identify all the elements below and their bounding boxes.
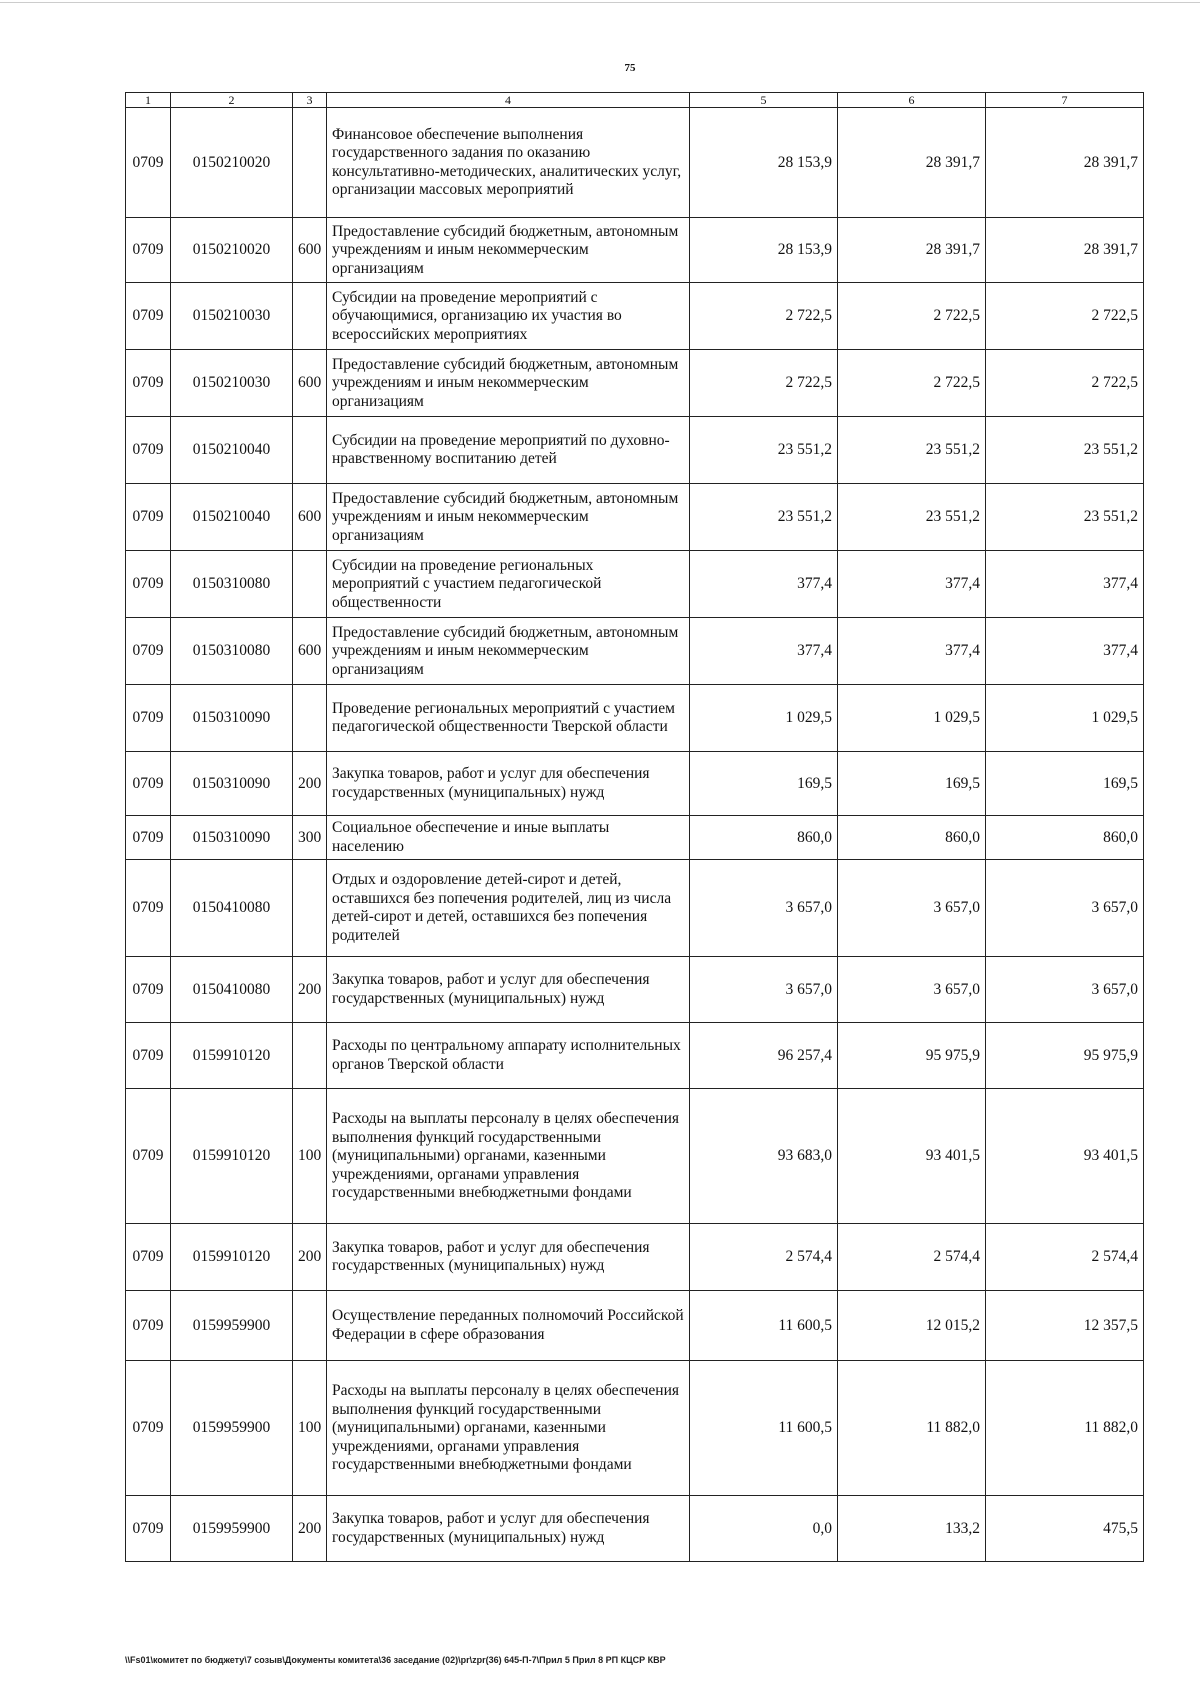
amount-col6-cell: 377,4 (838, 618, 986, 685)
target-article-cell: 0150210040 (171, 484, 293, 551)
amount-col5-cell: 2 574,4 (690, 1224, 838, 1291)
table-row (126, 1361, 1144, 1496)
table-row (126, 1089, 1144, 1224)
table-row (126, 957, 1144, 1023)
section-code-cell: 0709 (126, 618, 171, 685)
expense-type-cell: 200 (293, 1496, 327, 1562)
target-article-cell: 0150210040 (171, 417, 293, 484)
table-row (126, 350, 1144, 417)
amount-col5-cell: 377,4 (690, 618, 838, 685)
table-row (126, 283, 1144, 350)
table-header (126, 93, 1144, 108)
amount-col5-cell: 28 153,9 (690, 108, 838, 218)
amount-col7-cell: 12 357,5 (986, 1291, 1144, 1361)
column-header: 6 (838, 93, 986, 108)
target-article-cell: 0159959900 (171, 1496, 293, 1562)
target-article-cell: 0150310080 (171, 618, 293, 685)
section-code-cell: 0709 (126, 860, 171, 957)
expense-type-cell (293, 417, 327, 484)
expense-type-cell: 100 (293, 1089, 327, 1224)
amount-col7-cell: 2 574,4 (986, 1224, 1144, 1291)
amount-col6-cell: 2 574,4 (838, 1224, 986, 1291)
column-header: 2 (171, 93, 293, 108)
expense-type-cell (293, 1291, 327, 1361)
amount-col6-cell: 23 551,2 (838, 484, 986, 551)
expense-type-cell (293, 685, 327, 752)
table-row (126, 108, 1144, 218)
item-name-cell: Расходы по центральному аппарату исполнительных органов Тверской области (327, 1023, 690, 1089)
amount-col7-cell: 95 975,9 (986, 1023, 1144, 1089)
amount-col7-cell: 377,4 (986, 618, 1144, 685)
item-name-cell: Предоставление субсидий бюджетным, автономным учреждениям и иным некоммерческим организациям (327, 350, 690, 417)
budget-table (125, 92, 1144, 1562)
target-article-cell: 0150410080 (171, 957, 293, 1023)
expense-type-cell: 600 (293, 484, 327, 551)
column-header: 5 (690, 93, 838, 108)
item-name-cell: Расходы на выплаты персоналу в целях обеспечения выполнения функций государственными (муниципальными) органами, казенными учреждениями, органами управления государственными внебюджетными фондами (327, 1361, 690, 1496)
item-name-cell: Расходы на выплаты персоналу в целях обеспечения выполнения функций государственными (муниципальными) органами, казенными учреждениями, органами управления государственными внебюджетными фондами (327, 1089, 690, 1224)
expense-type-cell: 200 (293, 957, 327, 1023)
amount-col5-cell: 93 683,0 (690, 1089, 838, 1224)
amount-col6-cell: 12 015,2 (838, 1291, 986, 1361)
column-header: 4 (327, 93, 690, 108)
expense-type-cell: 600 (293, 218, 327, 283)
section-code-cell: 0709 (126, 685, 171, 752)
amount-col5-cell: 377,4 (690, 551, 838, 618)
section-code-cell: 0709 (126, 957, 171, 1023)
amount-col7-cell: 28 391,7 (986, 218, 1144, 283)
amount-col6-cell: 2 722,5 (838, 350, 986, 417)
expense-type-cell: 300 (293, 816, 327, 860)
column-header: 1 (126, 93, 171, 108)
amount-col6-cell: 377,4 (838, 551, 986, 618)
table-row (126, 551, 1144, 618)
table-row (126, 1023, 1144, 1089)
table-row (126, 1291, 1144, 1361)
target-article-cell: 0150310080 (171, 551, 293, 618)
amount-col6-cell: 1 029,5 (838, 685, 986, 752)
amount-col5-cell: 2 722,5 (690, 350, 838, 417)
amount-col5-cell: 860,0 (690, 816, 838, 860)
amount-col6-cell: 3 657,0 (838, 860, 986, 957)
section-code-cell: 0709 (126, 484, 171, 551)
amount-col5-cell: 0,0 (690, 1496, 838, 1562)
amount-col5-cell: 96 257,4 (690, 1023, 838, 1089)
column-header: 3 (293, 93, 327, 108)
amount-col6-cell: 169,5 (838, 752, 986, 816)
expense-type-cell: 600 (293, 350, 327, 417)
amount-col5-cell: 3 657,0 (690, 957, 838, 1023)
target-article-cell: 0159959900 (171, 1361, 293, 1496)
table-row (126, 860, 1144, 957)
target-article-cell: 0150310090 (171, 752, 293, 816)
table-row (126, 816, 1144, 860)
target-article-cell: 0159959900 (171, 1291, 293, 1361)
amount-col7-cell: 860,0 (986, 816, 1144, 860)
amount-col6-cell: 95 975,9 (838, 1023, 986, 1089)
amount-col7-cell: 1 029,5 (986, 685, 1144, 752)
amount-col6-cell: 28 391,7 (838, 218, 986, 283)
amount-col5-cell: 3 657,0 (690, 860, 838, 957)
table-row (126, 218, 1144, 283)
target-article-cell: 0150310090 (171, 816, 293, 860)
table-row (126, 484, 1144, 551)
amount-col5-cell: 2 722,5 (690, 283, 838, 350)
amount-col7-cell: 23 551,2 (986, 484, 1144, 551)
amount-col7-cell: 93 401,5 (986, 1089, 1144, 1224)
expense-type-cell (293, 283, 327, 350)
expense-type-cell (293, 1023, 327, 1089)
section-code-cell: 0709 (126, 283, 171, 350)
section-code-cell: 0709 (126, 218, 171, 283)
section-code-cell: 0709 (126, 1089, 171, 1224)
item-name-cell: Субсидии на проведение мероприятий с обучающимися, организацию их участия во всероссийских мероприятиях (327, 283, 690, 350)
item-name-cell: Закупка товаров, работ и услуг для обеспечения государственных (муниципальных) нужд (327, 1224, 690, 1291)
amount-col5-cell: 11 600,5 (690, 1361, 838, 1496)
amount-col7-cell: 11 882,0 (986, 1361, 1144, 1496)
item-name-cell: Предоставление субсидий бюджетным, автономным учреждениям и иным некоммерческим организациям (327, 484, 690, 551)
amount-col5-cell: 1 029,5 (690, 685, 838, 752)
target-article-cell: 0159910120 (171, 1023, 293, 1089)
amount-col6-cell: 11 882,0 (838, 1361, 986, 1496)
section-code-cell: 0709 (126, 1496, 171, 1562)
column-header: 7 (986, 93, 1144, 108)
expense-type-cell (293, 551, 327, 618)
table-row (126, 417, 1144, 484)
item-name-cell: Осуществление переданных полномочий Российской Федерации в сфере образования (327, 1291, 690, 1361)
target-article-cell: 0150410080 (171, 860, 293, 957)
item-name-cell: Закупка товаров, работ и услуг для обеспечения государственных (муниципальных) нужд (327, 957, 690, 1023)
section-code-cell: 0709 (126, 417, 171, 484)
amount-col6-cell: 93 401,5 (838, 1089, 986, 1224)
amount-col7-cell: 3 657,0 (986, 860, 1144, 957)
section-code-cell: 0709 (126, 752, 171, 816)
target-article-cell: 0150210030 (171, 350, 293, 417)
amount-col5-cell: 23 551,2 (690, 417, 838, 484)
section-code-cell: 0709 (126, 350, 171, 417)
item-name-cell: Субсидии на проведение мероприятий по духовно-нравственному воспитанию детей (327, 417, 690, 484)
section-code-cell: 0709 (126, 816, 171, 860)
item-name-cell: Субсидии на проведение региональных мероприятий с участием педагогической общественности (327, 551, 690, 618)
table-body (126, 108, 1144, 1562)
target-article-cell: 0150210030 (171, 283, 293, 350)
page-number: 75 (624, 62, 636, 74)
amount-col5-cell: 23 551,2 (690, 484, 838, 551)
item-name-cell: Закупка товаров, работ и услуг для обеспечения государственных (муниципальных) нужд (327, 1496, 690, 1562)
amount-col7-cell: 2 722,5 (986, 283, 1144, 350)
amount-col7-cell: 2 722,5 (986, 350, 1144, 417)
target-article-cell: 0150210020 (171, 108, 293, 218)
amount-col6-cell: 133,2 (838, 1496, 986, 1562)
table-row (126, 618, 1144, 685)
amount-col5-cell: 11 600,5 (690, 1291, 838, 1361)
expense-type-cell: 100 (293, 1361, 327, 1496)
target-article-cell: 0159910120 (171, 1089, 293, 1224)
section-code-cell: 0709 (126, 551, 171, 618)
footer-file-path: \\Fs01\комитет по бюджету\7 созыв\Документы комитета\36 заседание (02)\pr\zpr(36) 645-П-7\Прил 5 Прил 8 РП КЦСР КВР (125, 1655, 666, 1665)
table-row (126, 1224, 1144, 1291)
amount-col7-cell: 169,5 (986, 752, 1144, 816)
expense-type-cell: 200 (293, 1224, 327, 1291)
amount-col7-cell: 28 391,7 (986, 108, 1144, 218)
item-name-cell: Отдых и оздоровление детей-сирот и детей, оставшихся без попечения родителей, лиц из числа детей-сирот и детей, оставшихся без попечения родителей (327, 860, 690, 957)
amount-col7-cell: 23 551,2 (986, 417, 1144, 484)
expense-type-cell: 600 (293, 618, 327, 685)
amount-col6-cell: 28 391,7 (838, 108, 986, 218)
amount-col5-cell: 169,5 (690, 752, 838, 816)
amount-col7-cell: 377,4 (986, 551, 1144, 618)
section-code-cell: 0709 (126, 1023, 171, 1089)
item-name-cell: Финансовое обеспечение выполнения государственного задания по оказанию консультативно-методических, аналитических услуг, организации массовых мероприятий (327, 108, 690, 218)
amount-col6-cell: 2 722,5 (838, 283, 986, 350)
item-name-cell: Социальное обеспечение и иные выплаты населению (327, 816, 690, 860)
item-name-cell: Проведение региональных мероприятий с участием педагогической общественности Тверской области (327, 685, 690, 752)
target-article-cell: 0150310090 (171, 685, 293, 752)
target-article-cell: 0159910120 (171, 1224, 293, 1291)
amount-col7-cell: 475,5 (986, 1496, 1144, 1562)
item-name-cell: Предоставление субсидий бюджетным, автономным учреждениям и иным некоммерческим организациям (327, 218, 690, 283)
scan-top-edge (0, 2, 1200, 3)
section-code-cell: 0709 (126, 1361, 171, 1496)
item-name-cell: Закупка товаров, работ и услуг для обеспечения государственных (муниципальных) нужд (327, 752, 690, 816)
amount-col6-cell: 3 657,0 (838, 957, 986, 1023)
item-name-cell: Предоставление субсидий бюджетным, автономным учреждениям и иным некоммерческим организациям (327, 618, 690, 685)
table-row (126, 752, 1144, 816)
table-row (126, 685, 1144, 752)
expense-type-cell: 200 (293, 752, 327, 816)
amount-col6-cell: 860,0 (838, 816, 986, 860)
section-code-cell: 0709 (126, 1291, 171, 1361)
target-article-cell: 0150210020 (171, 218, 293, 283)
section-code-cell: 0709 (126, 1224, 171, 1291)
expense-type-cell (293, 108, 327, 218)
amount-col5-cell: 28 153,9 (690, 218, 838, 283)
amount-col7-cell: 3 657,0 (986, 957, 1144, 1023)
amount-col6-cell: 23 551,2 (838, 417, 986, 484)
table-row (126, 1496, 1144, 1562)
section-code-cell: 0709 (126, 108, 171, 218)
column-number-row (126, 93, 1144, 108)
expense-type-cell (293, 860, 327, 957)
